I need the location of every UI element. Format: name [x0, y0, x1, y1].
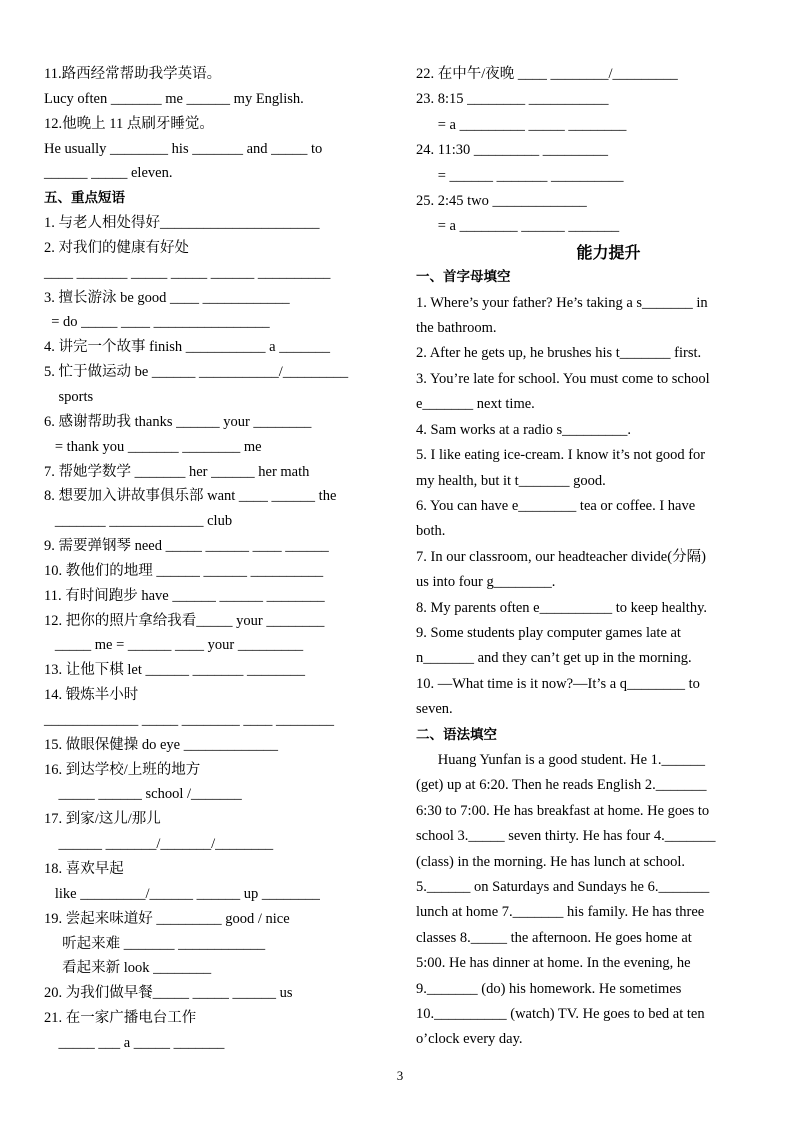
right-line: lunch at home 7._______ his family. He has three [416, 904, 705, 921]
left-line: 8. 想要加入讲故事俱乐部 want ____ ______ the [44, 488, 337, 505]
left-line: 13. 让他下棋 let ______ _______ ________ [44, 662, 305, 679]
right-line: 1. Where’s your father? He’s taking a s_______ in [416, 294, 708, 311]
left-line: 14. 锻炼半小时 [44, 687, 139, 704]
left-line: = thank you _______ ________ me [44, 438, 262, 455]
left-line: 21. 在一家广播电台工作 [44, 1010, 197, 1027]
left-line: Lucy often _______ me ______ my English. [44, 90, 304, 107]
right-line: 5.______ on Saturdays and Sundays he 6._______ [416, 879, 710, 895]
left-line: 4. 讲完一个故事 finish ___________ a _______ [44, 339, 330, 356]
left-line: = do _____ ____ ________________ [44, 314, 270, 331]
right-line: 4. Sam works at a radio s_________. [416, 421, 632, 438]
left-line: 12. 把你的照片拿给我看_____ your ________ [44, 612, 325, 629]
right-line: the bathroom. [416, 320, 497, 337]
left-line: like _________/______ ______ up ________ [44, 885, 320, 902]
left-line: _______ _____________ club [44, 513, 233, 530]
left-line: 11. 有时间跑步 have ______ ______ ________ [44, 587, 325, 604]
right-line: 22. 在中午/夜晚 ____ ________/_________ [416, 66, 678, 82]
right-line: Huang Yunfan is a good student. He 1.______ [416, 751, 706, 768]
left-line: 6. 感谢帮助我 thanks ______ your ________ [44, 413, 312, 430]
left-line: 16. 到达学校/上班的地方 [44, 761, 201, 778]
right-line: 3. You’re late for school. You must come to school [416, 370, 710, 387]
right-line: e_______ next time. [416, 396, 535, 413]
right-line: 24. 11:30 _________ _________ [416, 142, 608, 159]
left-line: ______ _____ eleven. [44, 165, 173, 182]
right-line: = a ________ ______ _______ [416, 218, 620, 235]
right-line: 9. Some students play computer games late at [416, 624, 681, 641]
left-line: sports [44, 388, 94, 405]
left-line: 19. 尝起来味道好 _________ good / nice [44, 910, 290, 927]
right-line: us into four g________. [416, 574, 556, 591]
right-line: school 3._____ seven thirty. He has four 4._______ [416, 828, 716, 845]
right-line: my health, but it t_______ good. [416, 472, 606, 489]
section-heading: 二、语法填空 [416, 726, 497, 743]
right-line: seven. [416, 701, 453, 718]
right-line: 5:00. He has dinner at home. In the evening, he [416, 955, 691, 972]
right-line: n_______ and they can’t get up in the morning. [416, 650, 692, 667]
left-line: 听起来难 _______ ____________ [44, 935, 266, 952]
right-line: 6. You can have e________ tea or coffee. I have [416, 497, 696, 514]
left-line: 2. 对我们的健康有好处 [44, 239, 189, 256]
right-line: (class) in the morning. He has lunch at school. [416, 853, 685, 870]
right-line: 10. —What time is it now?—It’s a q________ to [416, 675, 700, 692]
section-title: 能力提升 [576, 242, 641, 262]
left-line: 12.他晚上 11 点刷牙睡觉。 [44, 115, 214, 132]
section-heading: 五、重点短语 [44, 190, 125, 207]
section-heading: 一、首字母填空 [416, 269, 511, 286]
left-line: 20. 为我们做早餐_____ _____ ______ us [44, 985, 293, 1002]
right-line: classes 8._____ the afternoon. He goes home at [416, 929, 692, 946]
right-line: 2. After he gets up, he brushes his t_______ first. [416, 345, 702, 362]
right-line: 9._______ (do) his homework. He sometimes [416, 980, 682, 997]
right-line: 5. I like eating ice-cream. I know it’s not good for [416, 447, 706, 464]
right-line: o’clock every day. [416, 1031, 523, 1048]
left-line: _____________ _____ ________ ____ ________ [44, 711, 334, 728]
right-line: both. [416, 523, 446, 540]
left-line: _____ me = ______ ____ your _________ [44, 637, 304, 654]
left-line: 11.路西经常帮助我学英语。 [44, 66, 222, 82]
left-line: _____ ___ a _____ _______ [44, 1034, 225, 1051]
left-line: 看起来新 look ________ [44, 960, 212, 977]
page-number: 3 [396, 1068, 404, 1083]
left-line: 15. 做眼保健操 do eye _____________ [44, 736, 278, 753]
left-line: 18. 喜欢早起 [44, 861, 124, 877]
left-column [44, 62, 389, 1056]
left-line: 7. 帮她学数学 _______ her ______ her math [44, 463, 310, 480]
left-line: ______ _______/_______/________ [44, 836, 274, 853]
left-line: 9. 需要弹钢琴 need _____ ______ ____ ______ [44, 538, 329, 555]
left-line: 3. 擅长游泳 be good ____ ____________ [44, 289, 290, 306]
right-line: 7. In our classroom, our headteacher divide(分隔) [416, 548, 706, 565]
left-line: 17. 到家/这儿/那儿 [44, 811, 161, 828]
right-line: 25. 2:45 two _____________ [416, 193, 587, 210]
right-line: 10.__________ (watch) TV. He goes to bed at ten [416, 1006, 705, 1023]
left-line: _____ ______ school /_______ [44, 786, 242, 803]
left-line: ____ _______ _____ _____ ______ __________ [44, 264, 331, 281]
left-line: He usually ________ his _______ and _____ to [44, 140, 323, 157]
left-line: 10. 教他们的地理 ______ ______ __________ [44, 562, 324, 579]
right-line: 8. My parents often e__________ to keep healthy. [416, 599, 708, 616]
right-column [416, 62, 761, 1053]
right-line: = ______ _______ __________ [416, 167, 624, 184]
left-line: 1. 与老人相处得好______________________ [44, 215, 320, 232]
right-line: 23. 8:15 ________ ___________ [416, 91, 609, 108]
right-line: 6:30 to 7:00. He has breakfast at home. He goes to [416, 802, 710, 819]
left-line: 5. 忙于做运动 be ______ ___________/_________ [44, 364, 349, 381]
right-line: (get) up at 6:20. Then he reads English 2._______ [416, 777, 707, 794]
right-line: = a _________ _____ ________ [416, 116, 627, 133]
